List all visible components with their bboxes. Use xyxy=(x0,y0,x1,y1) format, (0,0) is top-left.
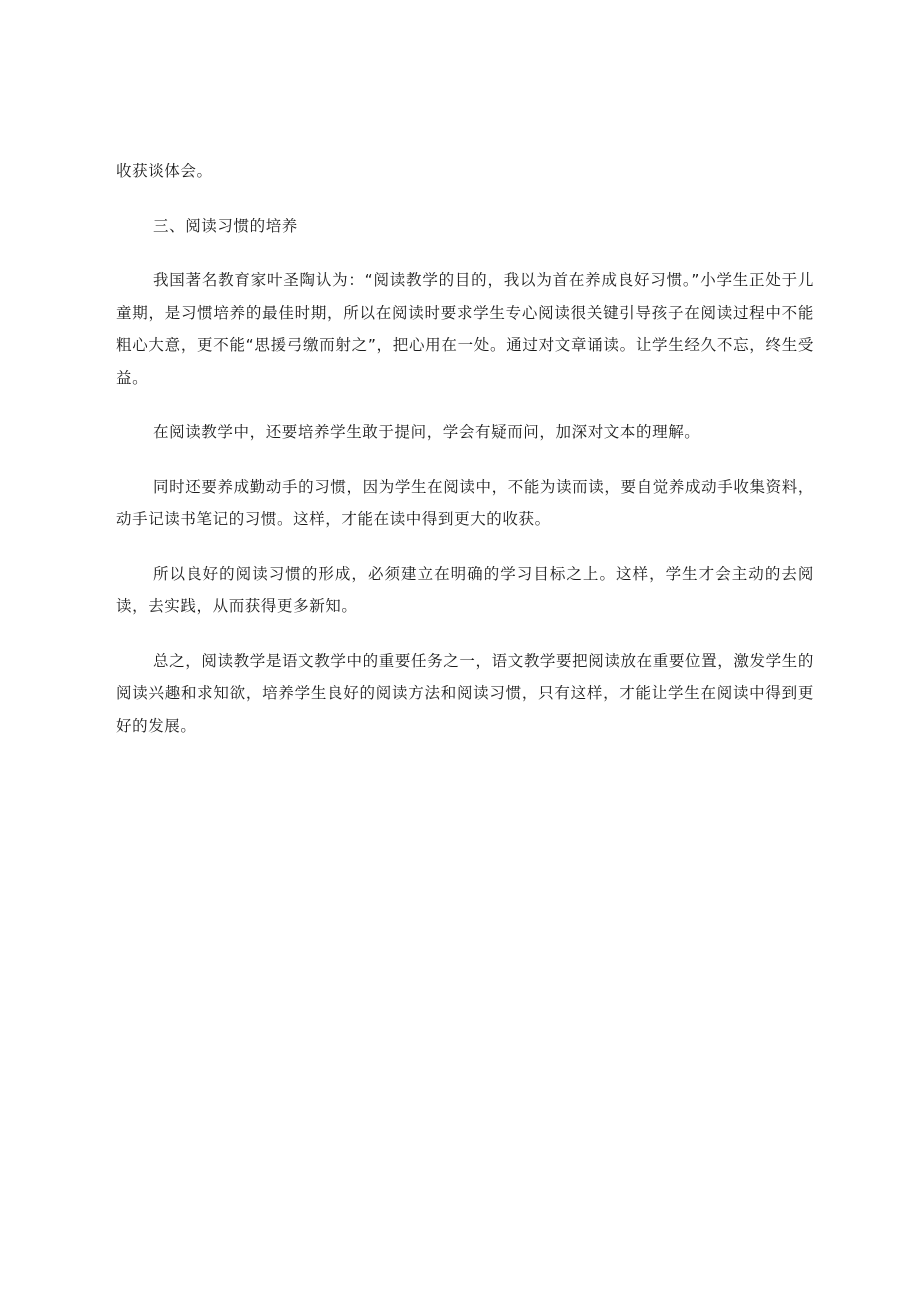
paragraph: 同时还要养成勤动手的习惯，因为学生在阅读中，不能为读而读，要自觉养成动手收集资料，动手记读书笔记的习惯。这样，才能在读中得到更大的收获。 xyxy=(116,477,814,528)
paragraph: 在阅读教学中，还要培养学生敢于提问，学会有疑而问，加深对文本的理解。 xyxy=(153,423,701,441)
paragraph: 总之，阅读教学是语文教学中的重要任务之一，语文教学要把阅读放在重要位置，激发学生的阅读兴趣和求知欲，培养学生良好的阅读方法和阅读习惯，只有这样，才能让学生在阅读中得到更好的发展。 xyxy=(116,651,814,735)
section-heading: 三、阅读习惯的培养 xyxy=(153,216,298,235)
document-body xyxy=(116,155,814,742)
paragraph: 我国著名教育家叶圣陶认为：“阅读教学的目的，我以为首在养成良好习惯。”小学生正处于儿童期，是习惯培养的最佳时期，所以在阅读时要求学生专心阅读很关键引导孩子在阅读过程中不能粗心大意，更不能“思援弓缴而射之”，把心用在一处。通过对文章诵读。让学生经久不忘，终生受益。 xyxy=(116,271,814,387)
paragraph-continuation: 收获谈体会。 xyxy=(116,162,213,180)
paragraph: 所以良好的阅读习惯的形成，必须建立在明确的学习目标之上。这样，学生才会主动的去阅读，去实践，从而获得更多新知。 xyxy=(116,564,814,615)
